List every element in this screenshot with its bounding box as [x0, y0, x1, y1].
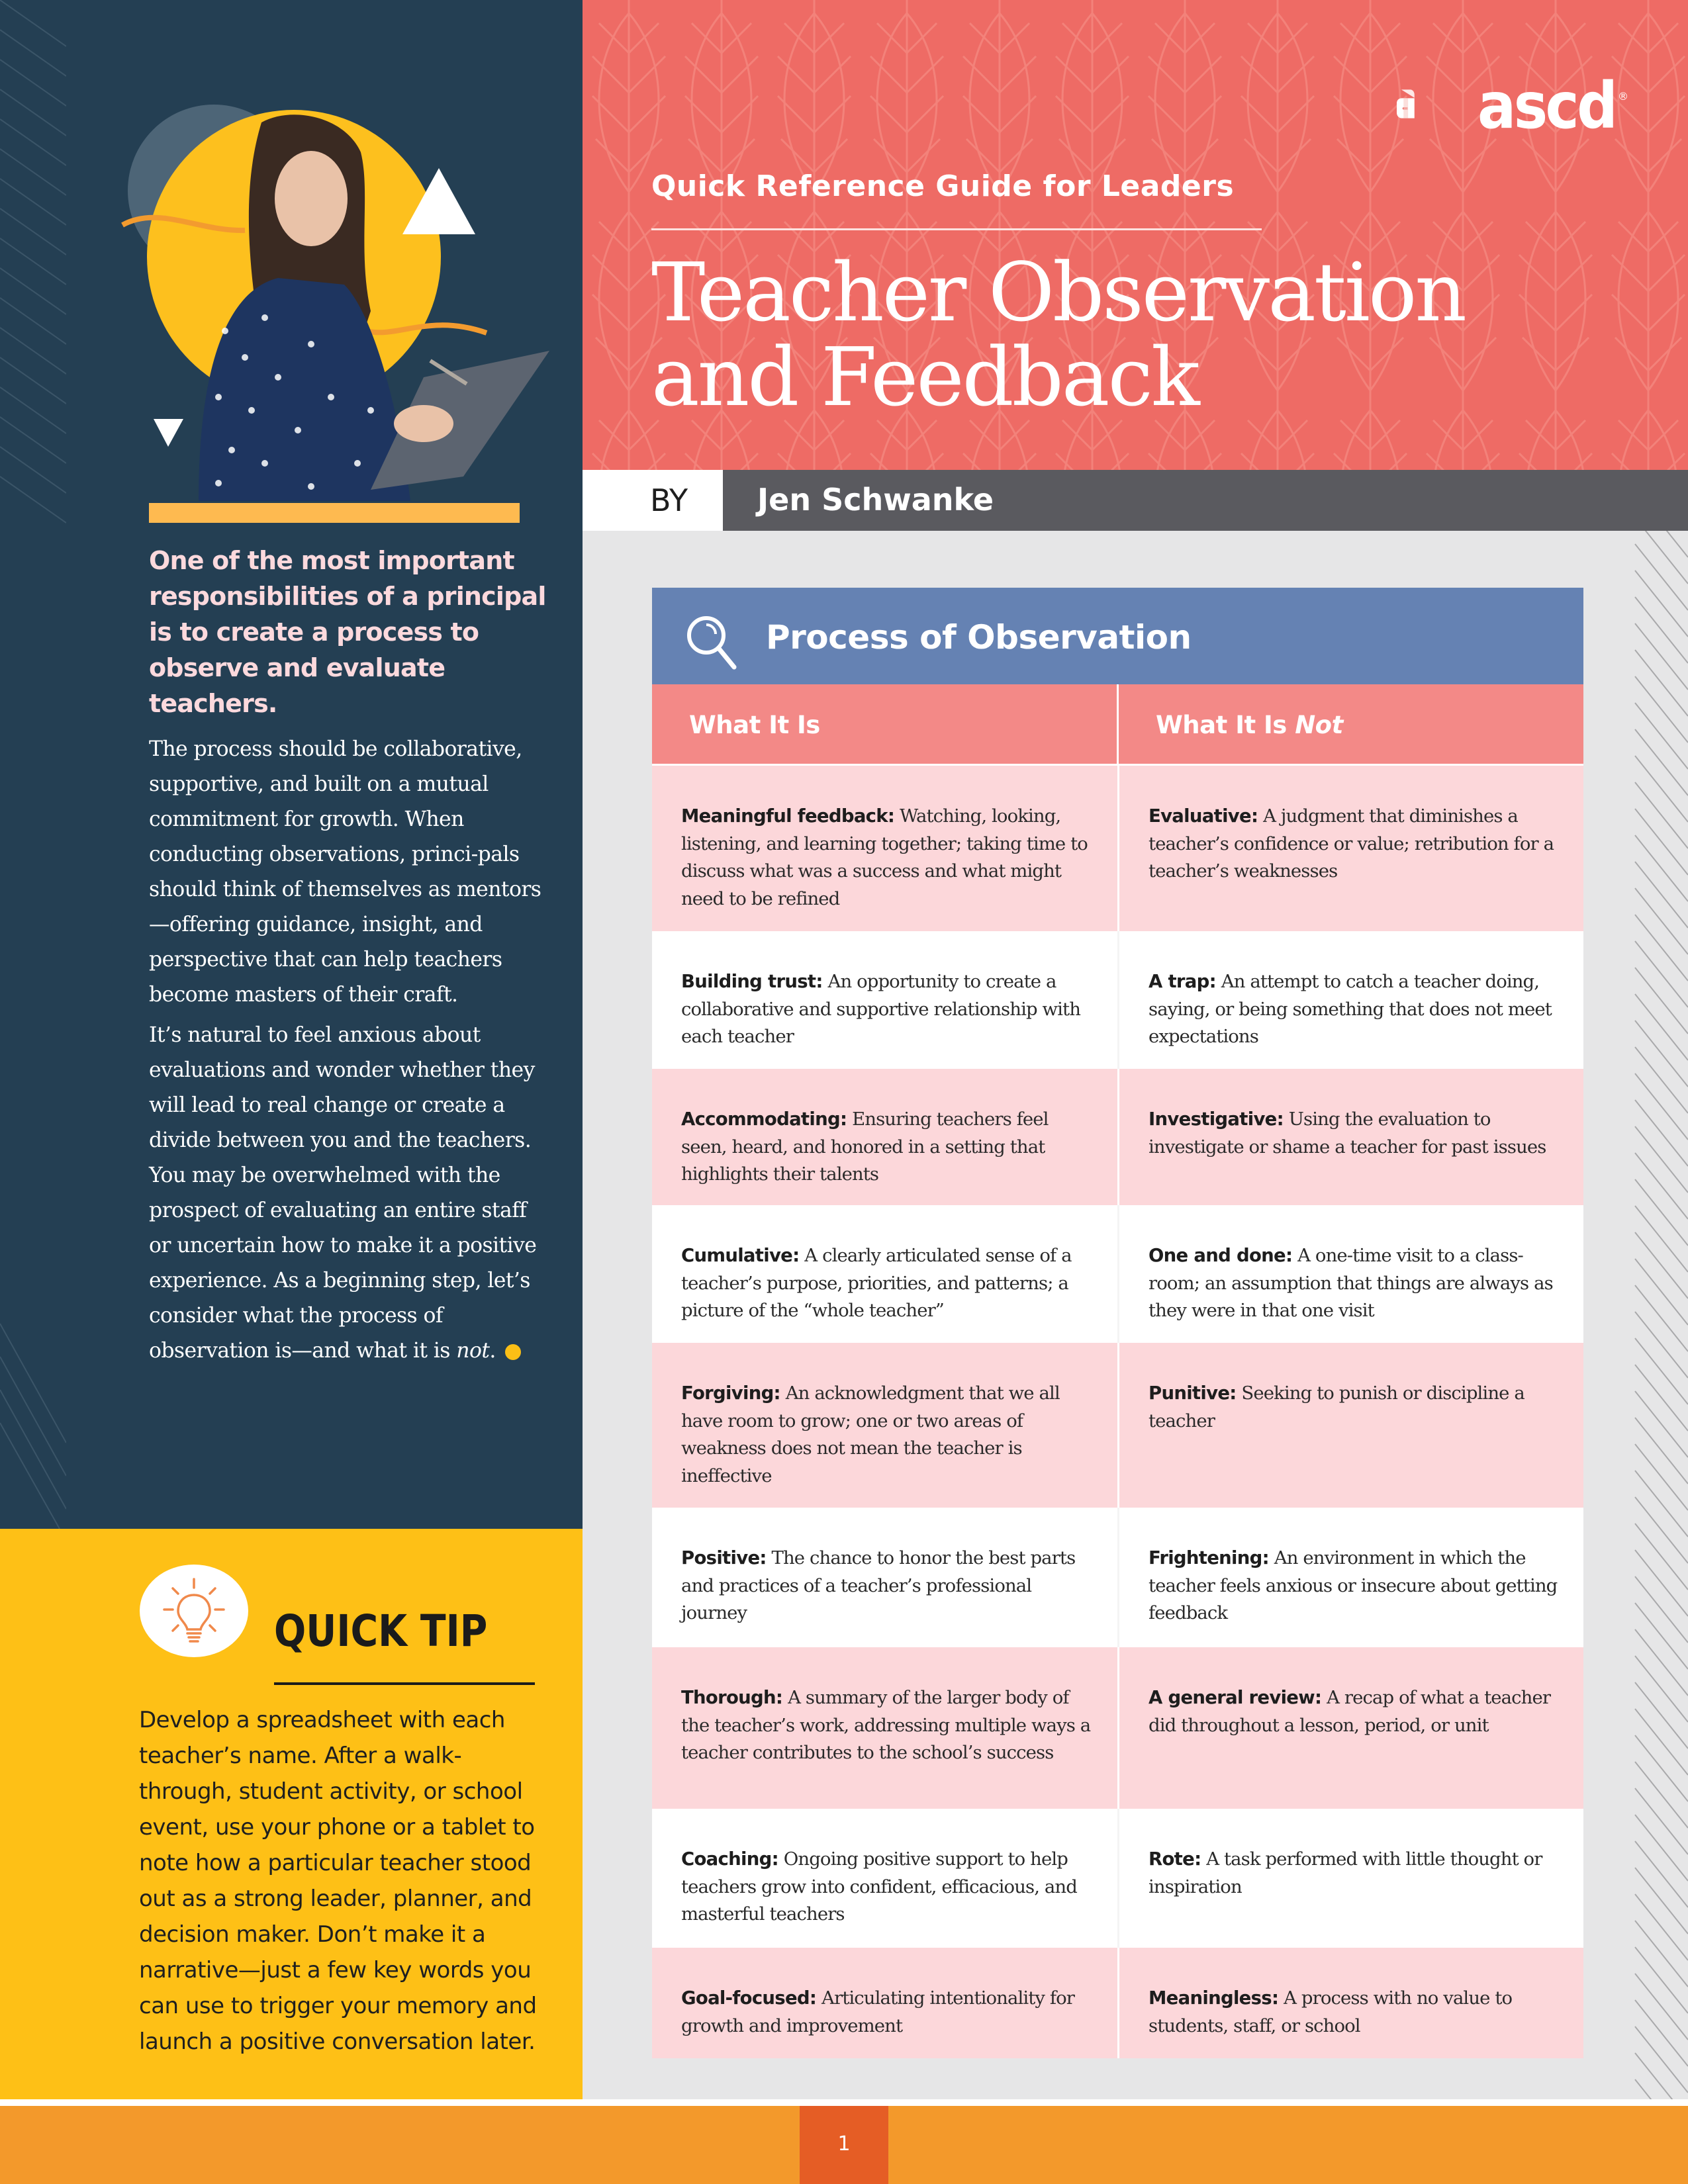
intro-paragraph: The process should be collaborative, supportive, and built on a mutual commitment for growth. When conducting observations, princi-pals should think of themselves as mentors—offering guidance, insight, and perspective that can help teachers become masters of their craft. [149, 737, 541, 1007]
cell-text [681, 803, 1094, 913]
table-title: Process of Observation [766, 618, 1192, 657]
ascd-logo-wordmark [1477, 69, 1628, 143]
cell-description: A one-time visit to a class-room; an assumption that things are always as they were in that one visit [1149, 1245, 1553, 1321]
cell-text [681, 1684, 1094, 1767]
column-header-label [1156, 712, 1343, 739]
cell-description: An attempt to catch a teacher doing, saying, or being something that does not meet expectations [1149, 971, 1552, 1047]
cell-text [681, 1380, 1094, 1490]
cell-what-it-is-not [1117, 1205, 1583, 1343]
cell-description: An environment in which the teacher feels anxious or insecure about getting feedback [1149, 1547, 1558, 1623]
table-row [652, 931, 1583, 1069]
column-header-label-prefix: What It Is [1156, 711, 1295, 739]
intro-emphasis: not [456, 1339, 490, 1363]
cell-what-it-is-not [1117, 1948, 1583, 2058]
yellow-bar-shape [149, 503, 520, 523]
page-number: 1 [837, 2132, 851, 2156]
cell-text [681, 1242, 1094, 1325]
cell-term: Coaching: [681, 1848, 778, 1870]
cell-description: A task performed with little thought or inspiration [1149, 1848, 1542, 1897]
cell-what-it-is-not [1117, 1809, 1583, 1948]
cell-term: Punitive: [1149, 1383, 1237, 1404]
ascd-logo [1397, 61, 1476, 147]
intro-section [149, 543, 553, 1374]
cell-term: One and done: [1149, 1245, 1293, 1266]
quick-tip-text: Develop a spreadsheet with each teacher’s name. After a walk-through, student activity, or school event, use your phone or a tablet to note how a particular teacher stood out as a strong leader, planner, and decision maker. Don’t make it a narrative—just a few key words you can use to trigger your memory and launch a positive conversation later. [139, 1707, 537, 2055]
lightbulb-icon [140, 1565, 248, 1657]
white-triangle-shape [154, 419, 183, 447]
cell-description: Using the evaluation to investigate or shame a teacher for past issues [1149, 1109, 1546, 1158]
cell-text [681, 1106, 1094, 1189]
table-row [652, 1647, 1583, 1809]
cell-what-it-is [652, 1069, 1117, 1205]
cell-term: Cumulative: [681, 1245, 800, 1266]
cell-description: Ensuring teachers feel seen, heard, and honored in a setting that highlights their talents [681, 1109, 1049, 1185]
cell-text [1149, 803, 1559, 886]
cell-description: An acknowledgment that we all have room to grow; one or two areas of weakness does not mean the teacher is ineffective [681, 1383, 1060, 1486]
cell-what-it-is-not [1117, 1647, 1583, 1809]
cell-what-it-is [652, 1343, 1117, 1508]
table-row [652, 766, 1583, 931]
table-row [652, 1205, 1583, 1343]
cell-text [1149, 1985, 1559, 2040]
column-header-label: What It Is [689, 711, 820, 739]
intro-paragraph-text: It’s natural to feel anxious about evaluations and wonder whether they will lead to real change or create a divide between you and the teachers. You may be overwhelmed with the prospect of evaluating an entire staff or uncertain how to make it a positive experience. As a beginning step, let’s consider what the process of observation is—and what it is [149, 1023, 537, 1363]
cell-term: A general review: [1149, 1687, 1322, 1708]
cell-description: Ongoing positive support to help teachers grow into confident, efficacious, and masterful teachers [681, 1848, 1077, 1925]
cell-description: A clearly articulated sense of a teacher’s purpose, priorities, and patterns; a picture of the “whole teacher” [681, 1245, 1072, 1321]
cell-text [681, 1985, 1094, 2040]
cell-description: A summary of the larger body of the teacher’s work, addressing multiple ways a teacher contributes to the school’s success [681, 1687, 1091, 1763]
cell-description: The chance to honor the best parts and practices of a teacher’s professional journey [681, 1547, 1076, 1623]
cell-what-it-is [652, 766, 1117, 931]
cell-text [681, 968, 1094, 1051]
series-divider [651, 228, 1262, 230]
column-header-what-it-is-not [1117, 684, 1583, 764]
cell-description: Articulating intentionality for growth and improvement [681, 1987, 1075, 2036]
footer-divider [0, 2099, 1688, 2106]
cell-what-it-is [652, 1647, 1117, 1809]
quick-tip-underline [274, 1682, 535, 1685]
table-row [652, 1343, 1583, 1508]
cell-description: A recap of what a teacher did throughout a lesson, period, or unit [1149, 1687, 1551, 1736]
cell-term: Thorough: [681, 1687, 783, 1708]
document-title [651, 246, 1611, 424]
cell-description: A judgment that diminishes a teacher’s confidence or value; retribution for a teacher’s weaknesses [1149, 805, 1554, 882]
cell-what-it-is [652, 1809, 1117, 1948]
cell-term: Building trust: [681, 971, 823, 992]
cell-term: Frightening: [1149, 1547, 1269, 1569]
left-sidebar-panel [0, 0, 583, 1529]
cell-description: Seeking to punish or discipline a teacher [1149, 1383, 1524, 1432]
cell-text [1149, 1846, 1559, 1901]
table-row [652, 1809, 1583, 1948]
quick-tip-title: QUICK TIP [274, 1606, 488, 1657]
table-row [652, 1508, 1583, 1647]
cell-what-it-is [652, 931, 1117, 1069]
table-row [652, 1948, 1583, 2058]
table-column-headers [652, 684, 1583, 764]
cell-what-it-is-not [1117, 931, 1583, 1069]
intro-paragraph-end: . [489, 1339, 496, 1363]
search-icon [682, 614, 742, 670]
table-row [652, 1069, 1583, 1205]
cell-what-it-is-not [1117, 1508, 1583, 1647]
series-label: Quick Reference Guide for Leaders [651, 169, 1235, 203]
diagonal-stripes-decoration [1628, 531, 1688, 2099]
cell-text [681, 1545, 1094, 1627]
title-line: Teacher Observation [651, 246, 1466, 340]
cell-what-it-is [652, 1205, 1117, 1343]
intro-heading: One of the most important responsibilities of a principal is to create a process to observe and evaluate teachers. [149, 546, 546, 718]
table-body [652, 766, 1583, 2058]
cell-description: A process with no value to students, staff, or school [1149, 1987, 1513, 2036]
intro-body [149, 732, 553, 1369]
observation-table [652, 588, 1583, 2058]
registered-mark: ® [1618, 90, 1628, 103]
ascd-logo-text: ascd [1477, 69, 1616, 143]
cell-description: An opportunity to create a collaborative and supportive relationship with each teacher [681, 971, 1081, 1047]
column-header-what-it-is [652, 684, 1117, 764]
cell-what-it-is-not [1117, 1069, 1583, 1205]
cell-text [681, 1846, 1094, 1929]
intro-paragraph [149, 1018, 553, 1369]
cell-text [1149, 1545, 1559, 1627]
hero-illustration [0, 0, 583, 529]
table-title-bar [652, 588, 1583, 684]
cell-description: Watching, looking, listening, and learning together; taking time to discuss what was a success and what might need to be refined [681, 805, 1088, 909]
cell-text [1149, 1106, 1559, 1161]
cell-what-it-is [652, 1508, 1117, 1647]
byline-label: BY [650, 482, 688, 518]
cell-term: Rote: [1149, 1848, 1201, 1870]
cell-term: Positive: [681, 1547, 767, 1569]
cell-term: Goal-focused: [681, 1987, 817, 2009]
cell-text [1149, 968, 1559, 1051]
column-header-emphasis: Not [1295, 711, 1343, 739]
cell-term: A trap: [1149, 971, 1216, 992]
cell-what-it-is [652, 1948, 1117, 2058]
cell-term: Evaluative: [1149, 805, 1258, 827]
cell-text [1149, 1242, 1559, 1325]
cell-term: Forgiving: [681, 1383, 780, 1404]
cell-term: Accommodating: [681, 1109, 847, 1130]
author-name: Jen Schwanke [757, 482, 994, 518]
cell-text [1149, 1380, 1559, 1435]
cell-term: Meaningless: [1149, 1987, 1279, 2009]
cell-what-it-is-not [1117, 1343, 1583, 1508]
cell-text [1149, 1684, 1559, 1739]
cell-term: Investigative: [1149, 1109, 1284, 1130]
title-line: and Feedback [651, 330, 1198, 424]
end-mark-dot [505, 1344, 521, 1360]
cell-what-it-is-not [1117, 766, 1583, 931]
cell-term: Meaningful feedback: [681, 805, 895, 827]
